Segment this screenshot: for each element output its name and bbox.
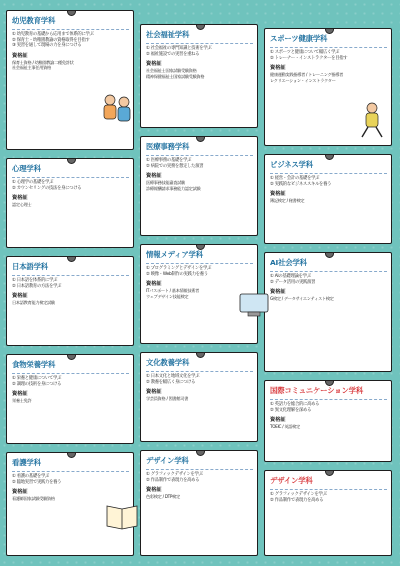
card-social [140, 24, 258, 128]
qual-heading: 資格証 [12, 195, 28, 202]
card-title: 幼児教育学科 [12, 16, 56, 25]
list-item: ② 保育士・幼稚園教諭の資格取得を目指す [12, 37, 90, 43]
qual-heading: 資格証 [270, 65, 286, 72]
qual-heading: 資格証 [270, 289, 286, 296]
qual-line: 日本語教育能力検定試験 [12, 300, 55, 306]
qual-line: 色彩検定 / DTP検定 [146, 494, 180, 500]
card-title: 日本語学科 [12, 262, 48, 271]
qual-heading: 資格証 [12, 391, 28, 398]
list-item: ① 英語力を総合的に高める [270, 402, 320, 407]
list-item: ① 日本文化と地域文化を学ぶ [146, 374, 200, 379]
card-title: ビジネス学科 [270, 160, 313, 169]
card-bottom-right [264, 470, 392, 556]
card-intl [264, 380, 392, 462]
card-title: 情報メディア学科 [146, 250, 203, 259]
qual-line: 精神保健福祉士国家試験受験資格 [146, 73, 205, 79]
divider [12, 177, 129, 178]
divider [270, 399, 387, 400]
list-item: ① 栄養と健康について学ぶ [12, 376, 62, 381]
list-item: ② 日本語教育の方法を学ぶ [12, 283, 62, 289]
book-illustration [104, 500, 140, 530]
list-item: ① スポーツと健康について幅広く学ぶ [270, 50, 340, 55]
card-culture [140, 352, 258, 442]
qual-line: 社会福祉士国家試験受験資格 [146, 68, 197, 74]
divider [146, 263, 253, 264]
list-item: ① 幼児教育の基礎から応用まで体系的に学ぶ [12, 32, 94, 37]
qual-heading: 資格証 [146, 487, 162, 494]
divider [146, 469, 253, 470]
divider [146, 43, 253, 44]
divider [146, 371, 253, 372]
qual-line: ウェブデザイン技能検定 [146, 293, 189, 299]
divider [146, 155, 253, 156]
qual-line: G検定 / データサイエンティスト検定 [270, 296, 334, 302]
list-item: ③ 実習を通して現場の力を身につける [12, 43, 82, 49]
pc-illustration [236, 290, 272, 320]
list-item: ② 教養を幅広く身につける [146, 379, 196, 385]
qual-heading: 資格証 [146, 173, 162, 180]
qual-line: 医療事務技能審査試験 [146, 180, 185, 186]
list-item: ② トレーナー・インストラクターを目指す [270, 55, 348, 61]
qual-line: TOEIC / 英語検定 [270, 424, 300, 430]
list-item: ① 医療事務の基礎を学ぶ [146, 158, 192, 163]
divider [270, 271, 387, 272]
divider [12, 29, 129, 30]
divider [12, 471, 129, 472]
list-item: ① 社会福祉の専門知識と技術を学ぶ [146, 46, 212, 51]
list-item: ② 作品制作で表現力を高める [270, 497, 324, 503]
list-item: ② 実践的なビジネススキルを養う [270, 181, 332, 187]
qual-line: 簿記検定 / 秘書検定 [270, 198, 305, 204]
list-item: ② データ活用の実践演習 [270, 279, 316, 285]
card-title: デザイン学科 [146, 456, 189, 465]
card-medical [140, 136, 258, 236]
card-psych [6, 158, 134, 248]
qual-line: 看護師国家試験受験資格 [12, 496, 55, 502]
list-item: ① グラフィックデザインを学ぶ [270, 492, 327, 497]
qual-line: 社会福祉主事任用資格 [12, 65, 51, 71]
list-item: ① AIの基礎理論を学ぶ [270, 274, 311, 279]
card-title: 国際コミュニケーション学科 [270, 386, 364, 395]
qual-line: 栄養士免許 [12, 398, 32, 404]
qual-line: 認定心理士 [12, 202, 32, 208]
list-item: ② 異文化理解を深める [270, 407, 312, 413]
qual-line: 学芸員資格 / 図書館司書 [146, 396, 189, 402]
list-item: ① 看護の基礎を学ぶ [12, 474, 50, 479]
card-title: 心理学科 [12, 164, 41, 173]
qual-heading: 資格証 [270, 417, 286, 424]
list-item: ① グラフィックデザインを学ぶ [146, 472, 203, 477]
qual-heading: 資格証 [270, 191, 286, 198]
qual-heading: 資格証 [12, 293, 28, 300]
students-illustration [96, 90, 136, 130]
list-item: ② 映像・Web制作の実践力を養う [146, 271, 208, 277]
card-business [264, 154, 392, 244]
list-item: ② 病院での実務を想定した演習 [146, 163, 204, 169]
divider [12, 373, 129, 374]
card-design [140, 450, 258, 556]
qual-line: 保育士資格 / 幼稚園教諭二種免許状 [12, 59, 74, 65]
qual-heading: 資格証 [12, 52, 28, 59]
card-title: 文化教養学科 [146, 358, 190, 367]
qual-heading: 資格証 [146, 61, 162, 68]
qual-heading: 資格証 [12, 489, 28, 496]
list-item: ② 臨地実習で実践力を養う [12, 479, 62, 485]
card-lang [6, 256, 134, 346]
card-title: 社会福祉学科 [146, 30, 190, 39]
card-title: 食物栄養学科 [12, 360, 56, 369]
list-item: ② 調理の技術を身につける [12, 381, 62, 387]
card-title: 看護学科 [12, 458, 41, 467]
card-title: AI社会学科 [270, 258, 307, 267]
divider [270, 47, 387, 48]
qual-line: 健康運動実践指導者 / トレーニング指導者 [270, 72, 344, 78]
list-item: ① 経営・会計の基礎を学ぶ [270, 176, 320, 181]
list-item: ① プログラミングとデザインを学ぶ [146, 266, 212, 271]
qual-heading: 資格証 [146, 281, 162, 288]
qual-line: ITパスポート / 基本情報技術者 [146, 288, 200, 294]
list-item: ② 作品制作で表現力を高める [146, 477, 200, 483]
divider [270, 489, 387, 490]
card-title: スポーツ健康学科 [270, 34, 328, 43]
card-title: デザイン学科 [270, 476, 313, 485]
divider [270, 173, 387, 174]
runner-illustration [354, 100, 390, 140]
card-title: 医療事務学科 [146, 142, 190, 151]
qual-heading: 資格証 [146, 389, 162, 396]
card-ai [264, 252, 392, 372]
list-item: ② カウンセリングの技法を身につける [12, 185, 82, 191]
list-item: ② 福祉施設での実習を重ねる [146, 51, 200, 57]
qual-line: レクリエーション・インストラクター [270, 77, 336, 83]
qual-line: 診療報酬請求事務能力認定試験 [146, 185, 201, 191]
list-item: ① 日本語を体系的に学ぶ [12, 278, 58, 283]
list-item: ① 心理学の基礎を学ぶ [12, 180, 54, 185]
divider [12, 275, 129, 276]
card-food [6, 354, 134, 444]
